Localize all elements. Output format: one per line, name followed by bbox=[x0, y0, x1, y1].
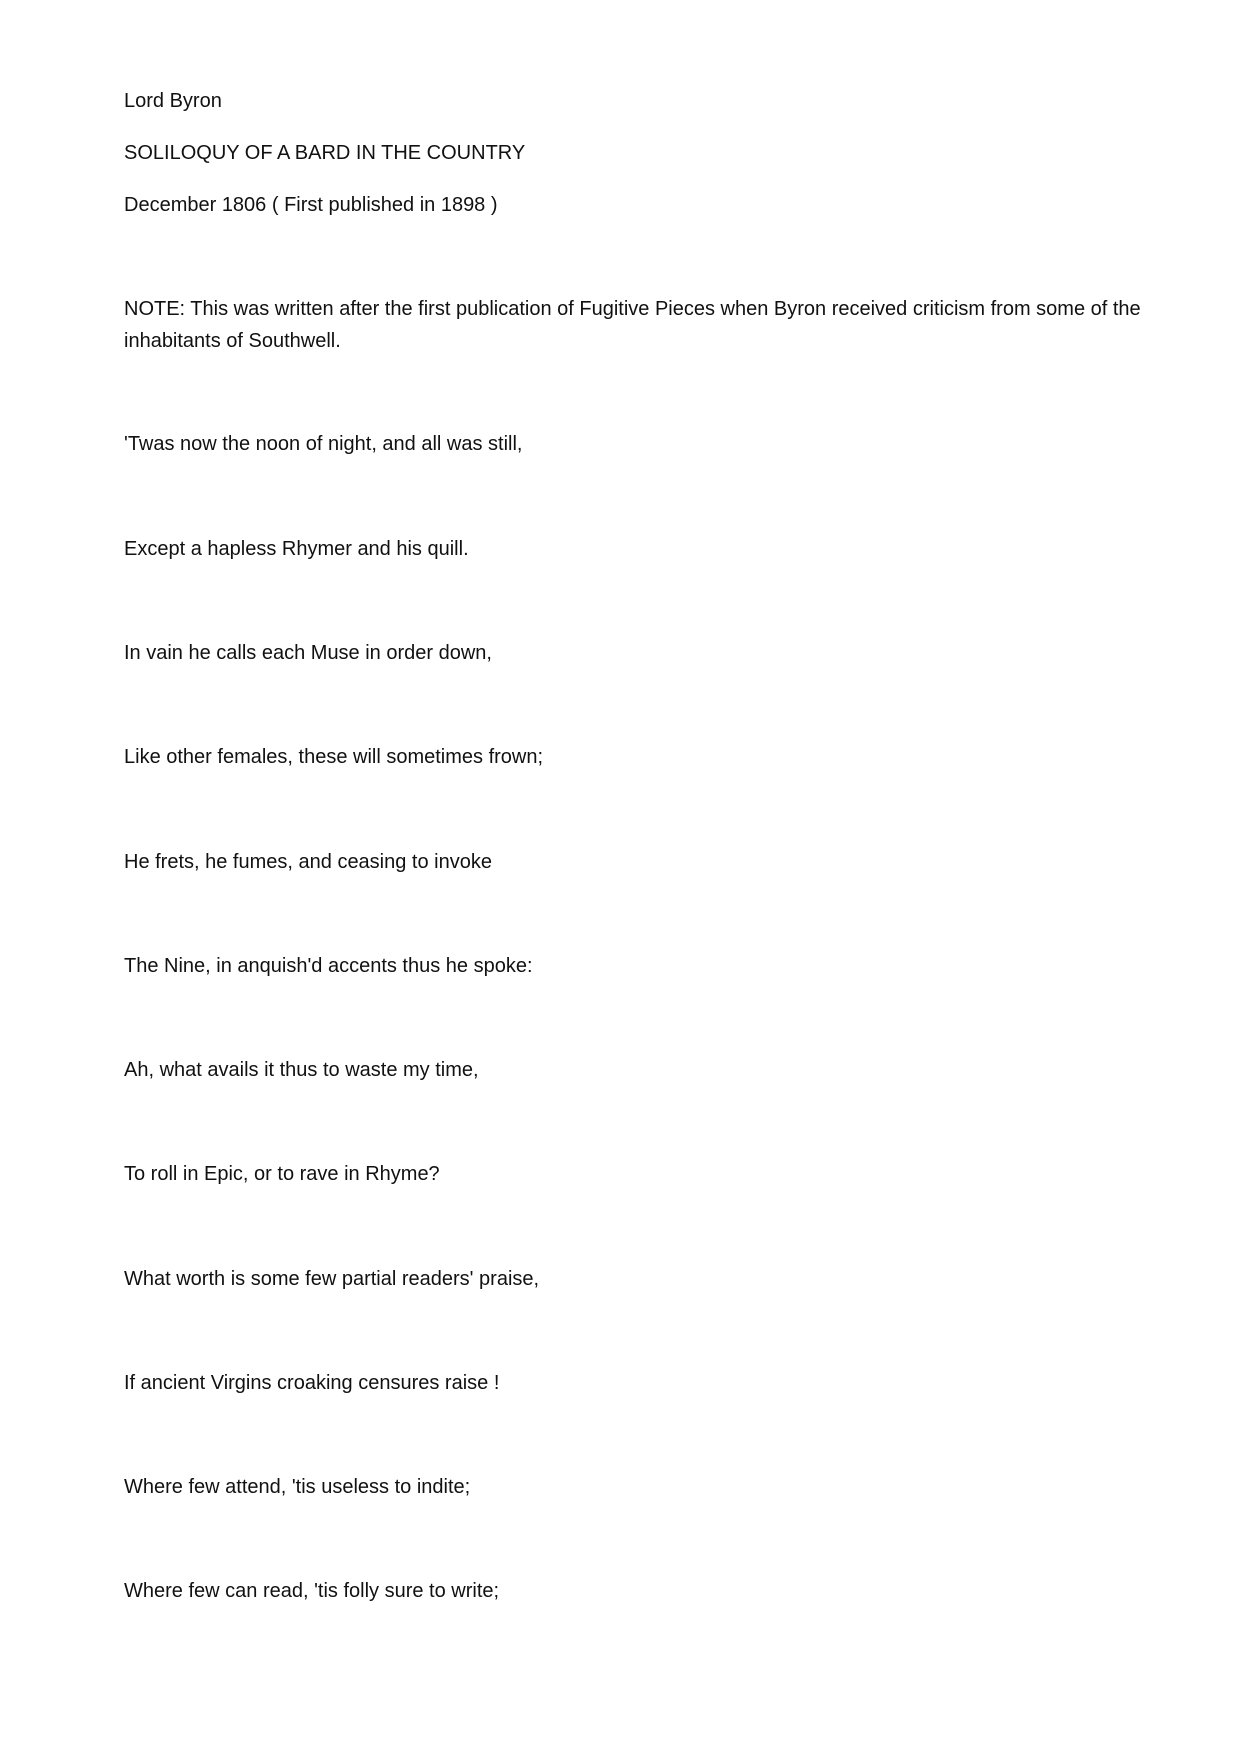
poem-title: SOLILOQUY OF A BARD IN THE COUNTRY bbox=[124, 142, 526, 164]
editorial-note: NOTE: This was written after the first publication of Fugitive Pieces when Byron received criticism from some of the inhabitants of Southwell. bbox=[124, 298, 1141, 352]
verse-line: He frets, he fumes, and ceasing to invoke bbox=[124, 851, 492, 873]
poem-date: December 1806 ( First published in 1898 ) bbox=[124, 194, 498, 216]
verse-line: Except a hapless Rhymer and his quill. bbox=[124, 538, 469, 560]
verse-line: Where few can read, 'tis folly sure to write; bbox=[124, 1580, 500, 1602]
verse-line: The Nine, in anquish'd accents thus he spoke: bbox=[124, 955, 533, 977]
verse-line: To roll in Epic, or to rave in Rhyme? bbox=[124, 1163, 440, 1185]
verse-line: Like other females, these will sometimes frown; bbox=[124, 746, 544, 768]
verse-line: 'Twas now the noon of night, and all was still, bbox=[124, 433, 523, 455]
verse-line: What worth is some few partial readers' praise, bbox=[124, 1268, 540, 1290]
verse-line: Where few attend, 'tis useless to indite; bbox=[124, 1476, 471, 1498]
verse-line: In vain he calls each Muse in order down, bbox=[124, 642, 492, 664]
verse-line: If ancient Virgins croaking censures raise ! bbox=[124, 1372, 500, 1394]
verse-line: Ah, what avails it thus to waste my time, bbox=[124, 1059, 479, 1081]
author-name: Lord Byron bbox=[124, 90, 222, 112]
